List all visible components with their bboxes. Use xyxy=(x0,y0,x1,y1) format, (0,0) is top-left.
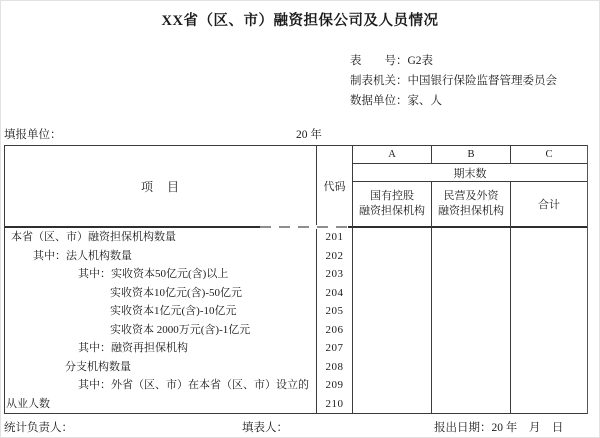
column-letter-a: A xyxy=(388,149,396,160)
row-item-label: 实收资本1亿元(含)-10亿元 xyxy=(110,305,237,317)
row-code: 208 xyxy=(325,360,344,373)
data-column-c xyxy=(511,228,587,413)
row-code: 202 xyxy=(325,249,344,262)
row-code: 203 xyxy=(325,268,344,280)
statistics-table xyxy=(4,145,588,414)
column-name-line: 融资担保机构 xyxy=(438,205,504,217)
row-item-label: 其中：融资再担保机构 xyxy=(78,342,188,354)
row-code: 204 xyxy=(325,286,344,299)
table-number-line: 表 号：G2表 xyxy=(350,55,434,67)
row-code: 206 xyxy=(325,323,344,336)
column-letter-c: C xyxy=(545,149,553,160)
code-column-header: 代码 xyxy=(323,181,346,193)
row-item-label: 分支机构数量 xyxy=(65,360,131,373)
form-title: XX省（区、市）融资担保公司及人员情况 xyxy=(161,13,439,29)
code-column-body xyxy=(317,228,352,413)
table-gridline-bottom xyxy=(4,413,588,414)
period-end-header: 期末数 xyxy=(453,167,487,180)
data-column-b xyxy=(432,228,509,413)
row-item-label: 本省（区、市）融资担保机构数量 xyxy=(11,231,176,243)
column-letter-b: B xyxy=(467,149,475,160)
data-column-a xyxy=(353,228,430,413)
row-item-label: 实收资本10亿元(含)-50亿元 xyxy=(110,286,242,299)
column-name-line: 民营及外资 xyxy=(443,190,499,202)
row-item-label: 其中：外省（区、市）在本省（区、市）设立的 xyxy=(78,379,309,391)
table-gridline-right xyxy=(587,145,588,414)
column-name-private-foreign xyxy=(432,182,510,226)
row-item-label: 实收资本 2000万元(含)-1亿元 xyxy=(110,323,251,336)
column-name-total: 合计 xyxy=(538,199,560,211)
issuing-authority-line: 制表机关：中国银行保险监督管理委员会 xyxy=(350,75,557,87)
item-column-body xyxy=(5,228,316,413)
row-code: 201 xyxy=(325,231,344,243)
item-column-header: 项 目 xyxy=(140,179,180,194)
preparer-label: 填表人： xyxy=(242,422,288,434)
column-name-line: 融资担保机构 xyxy=(359,205,425,217)
row-code: 205 xyxy=(325,305,344,317)
row-code: 210 xyxy=(325,397,344,410)
row-item-label: 其中：实收资本50亿元(含)以上 xyxy=(78,268,229,280)
statistician-label: 统计负责人： xyxy=(4,422,73,434)
row-code: 207 xyxy=(325,342,344,354)
meta-block xyxy=(350,51,557,111)
report-date-label: 报出日期：20 年 月 日 xyxy=(434,422,564,434)
data-unit-line: 数据单位：家、人 xyxy=(350,95,442,107)
column-name-state-owned xyxy=(353,182,431,226)
report-year-label: 20 年 xyxy=(296,129,322,141)
row-item-label: 从业人数 xyxy=(6,397,50,410)
column-name-line: 国有控股 xyxy=(370,190,414,202)
reporting-unit-label: 填报单位： xyxy=(4,129,62,141)
row-item-label: 其中：法人机构数量 xyxy=(33,249,132,262)
row-code: 209 xyxy=(325,379,344,391)
